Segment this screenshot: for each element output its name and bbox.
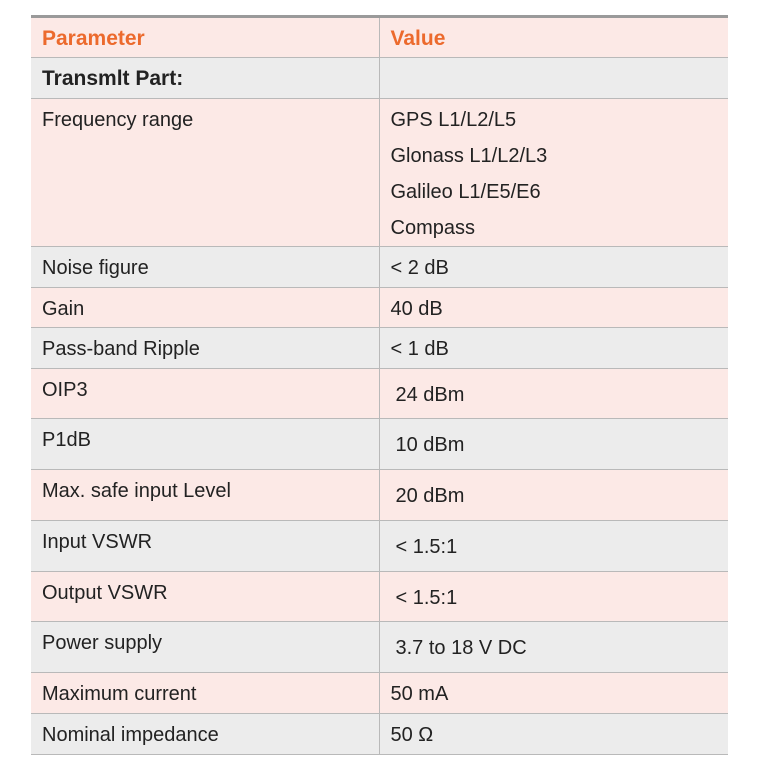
- value-max-safe-input-level: 20 dBm: [379, 470, 728, 521]
- table-row-pass-band-ripple: [31, 328, 728, 369]
- section-empty-cell: [379, 58, 728, 99]
- section-row: [31, 58, 728, 99]
- value-input-vswr: < 1.5:1: [379, 521, 728, 572]
- value-p1db: 10 dBm: [379, 419, 728, 470]
- value-frequency-range: [379, 99, 728, 247]
- param-frequency-range: Frequency range: [31, 99, 379, 247]
- header-parameter: Parameter: [31, 17, 379, 58]
- param-max-safe-input-level: Max. safe input Level: [31, 470, 379, 521]
- table-header-row: [31, 17, 728, 58]
- table-row-oip3: [31, 369, 728, 419]
- value-maximum-current: 50 mA: [379, 673, 728, 714]
- table-row-nominal-impedance: [31, 714, 728, 755]
- value-gain: 40 dB: [379, 288, 728, 328]
- frequency-value-2: Glonass L1/L2/L3: [390, 145, 548, 167]
- param-oip3: OIP3: [31, 369, 379, 419]
- table-row-gain: [31, 288, 728, 328]
- param-gain: Gain: [31, 288, 379, 328]
- value-power-supply: 3.7 to 18 V DC: [379, 622, 728, 673]
- value-nominal-impedance: 50 Ω: [379, 714, 728, 755]
- param-input-vswr: Input VSWR: [31, 521, 379, 572]
- param-power-supply: Power supply: [31, 622, 379, 673]
- table-row-max-safe-input-level: [31, 470, 728, 521]
- value-output-vswr: < 1.5:1: [379, 572, 728, 622]
- param-output-vswr: Output VSWR: [31, 572, 379, 622]
- value-pass-band-ripple: < 1 dB: [379, 328, 728, 369]
- section-title: Transmlt Part:: [31, 58, 379, 99]
- spec-table: [31, 15, 728, 755]
- table-row-input-vswr: [31, 521, 728, 572]
- value-noise-figure: < 2 dB: [379, 247, 728, 288]
- table-row-p1db: [31, 419, 728, 470]
- value-oip3: 24 dBm: [379, 369, 728, 419]
- table-row-noise-figure: [31, 247, 728, 288]
- header-value: Value: [379, 17, 728, 58]
- table-row-frequency-range: [31, 99, 728, 247]
- table-row-power-supply: [31, 622, 728, 673]
- param-maximum-current: Maximum current: [31, 673, 379, 714]
- frequency-value-4: Compass: [390, 217, 475, 239]
- param-pass-band-ripple: Pass-band Ripple: [31, 328, 379, 369]
- param-p1db: P1dB: [31, 419, 379, 470]
- param-noise-figure: Noise figure: [31, 247, 379, 288]
- table-row-output-vswr: [31, 572, 728, 622]
- table-row-maximum-current: [31, 673, 728, 714]
- frequency-value-3: Galileo L1/E5/E6: [390, 181, 541, 203]
- param-nominal-impedance: Nominal impedance: [31, 714, 379, 755]
- frequency-value-1: GPS L1/L2/L5: [390, 109, 517, 131]
